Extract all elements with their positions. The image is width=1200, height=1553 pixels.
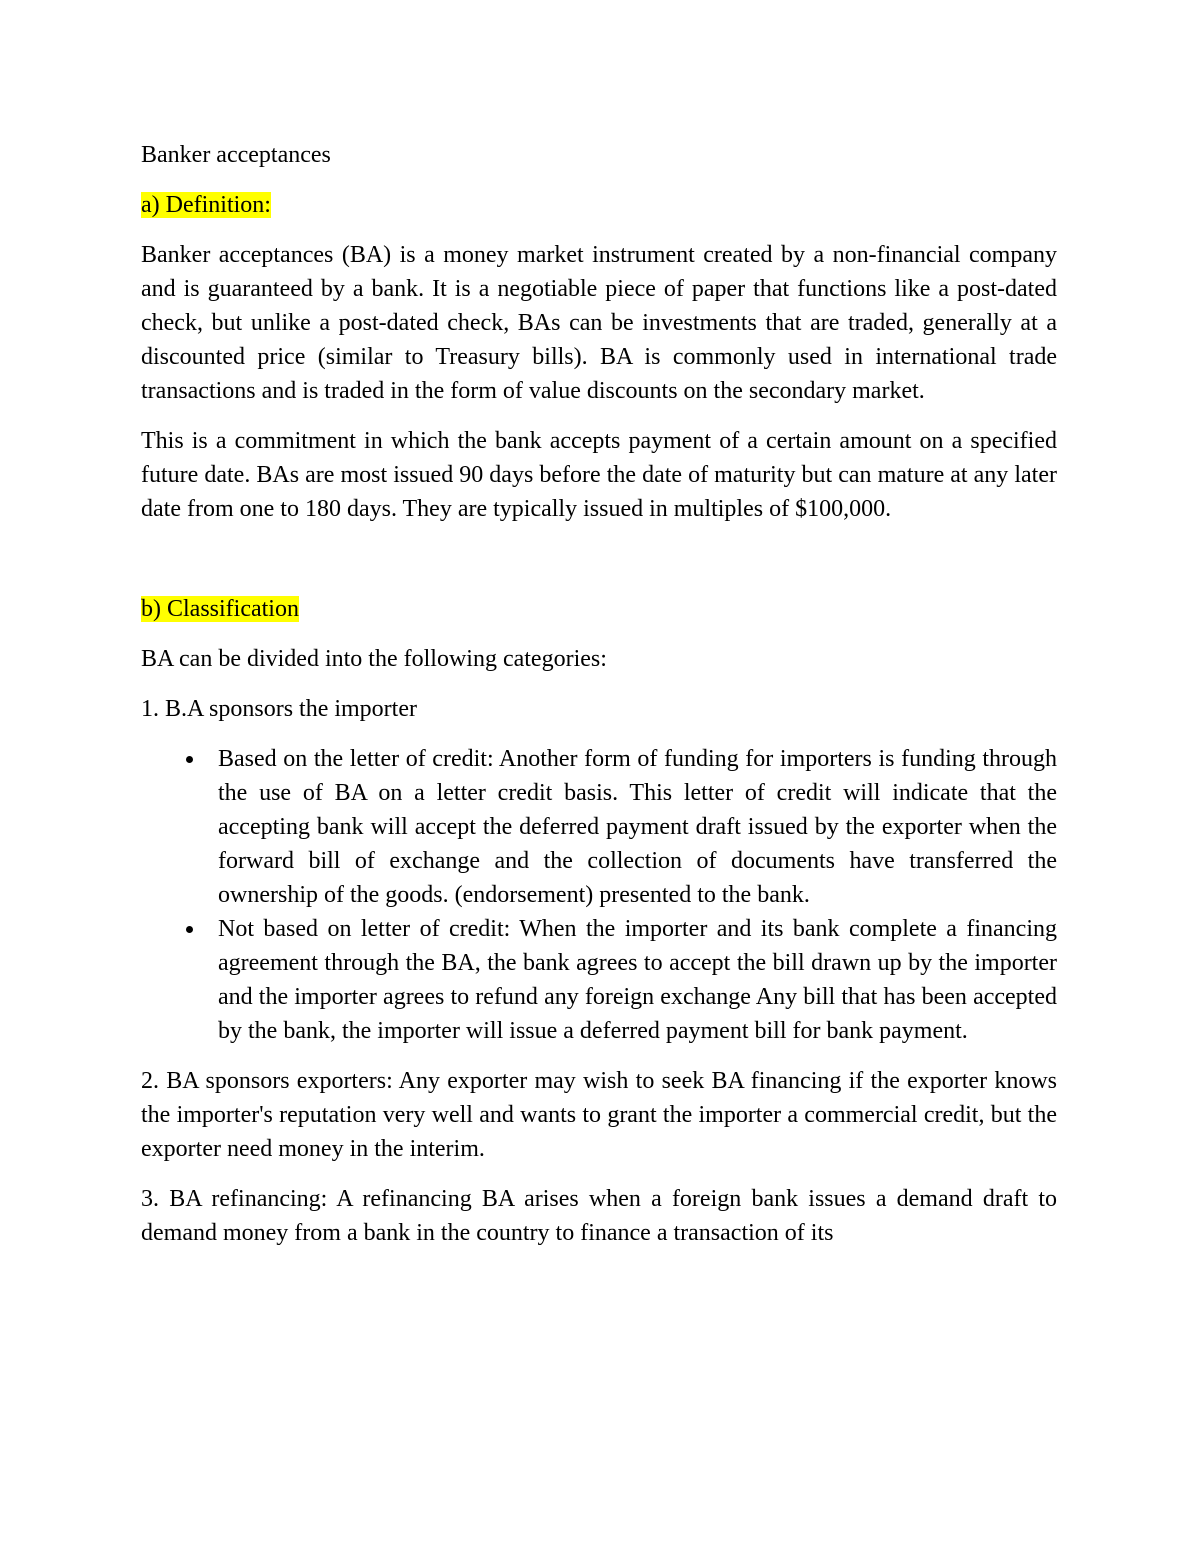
bullet-icon (186, 926, 193, 933)
category-1-bullet-list (141, 742, 1057, 1048)
section-spacer (141, 542, 1057, 592)
bullet-text-letter-of-credit: Based on the letter of credit: Another form of funding for importers is funding through the use of BA on a letter credit basis. This letter of credit will indicate that the accepting bank will accept the deferred payment draft issued by the exporter when the forward bill of exchange and the collection of documents have transferred the ownership of the goods. (endorsement) presented to the bank. (218, 746, 1057, 908)
bullet-icon (186, 756, 193, 763)
definition-paragraph-2: This is a commitment in which the bank accepts payment of a certain amount on a specified future date. BAs are most issued 90 days before the date of maturity but can mature at any later date from one to 180 days. They are typically issued in multiples of $100,000. (141, 428, 1057, 522)
list-item (141, 742, 1057, 912)
bullet-text-not-letter-of-credit: Not based on letter of credit: When the importer and its bank complete a financing agreement through the BA, the bank agrees to accept the bill drawn up by the importer and the importer agrees to refund any foreign exchange Any bill that has been accepted by the bank, the importer will issue a deferred payment bill for bank payment. (218, 916, 1057, 1044)
list-item (141, 912, 1057, 1048)
section-a-heading-text: a) Definition: (141, 192, 271, 218)
section-b-heading-text: b) Classification (141, 596, 299, 622)
category-1-label: 1. B.A sponsors the importer (141, 696, 417, 722)
definition-paragraph-1: Banker acceptances (BA) is a money market instrument created by a non-financial company and is guaranteed by a bank. It is a negotiable piece of paper that functions like a post-dated check, but unlike a post-dated check, BAs can be investments that are traded, generally at a discounted price (similar to Treasury bills). BA is commonly used in international trade transactions and is traded in the form of value discounts on the secondary market. (141, 242, 1057, 404)
category-2-paragraph: 2. BA sponsors exporters: Any exporter may wish to seek BA financing if the exporter knows the importer's reputation very well and wants to grant the importer a commercial credit, but the exporter need money in the interim. (141, 1068, 1057, 1162)
section-a-heading (141, 188, 1057, 222)
document-title: Banker acceptances (141, 142, 331, 168)
document-body (141, 138, 1057, 1266)
section-b-heading (141, 592, 1057, 626)
category-3-paragraph: 3. BA refinancing: A refinancing BA arises when a foreign bank issues a demand draft to demand money from a bank in the country to finance a transaction of its (141, 1186, 1057, 1246)
classification-intro: BA can be divided into the following categories: (141, 646, 607, 672)
